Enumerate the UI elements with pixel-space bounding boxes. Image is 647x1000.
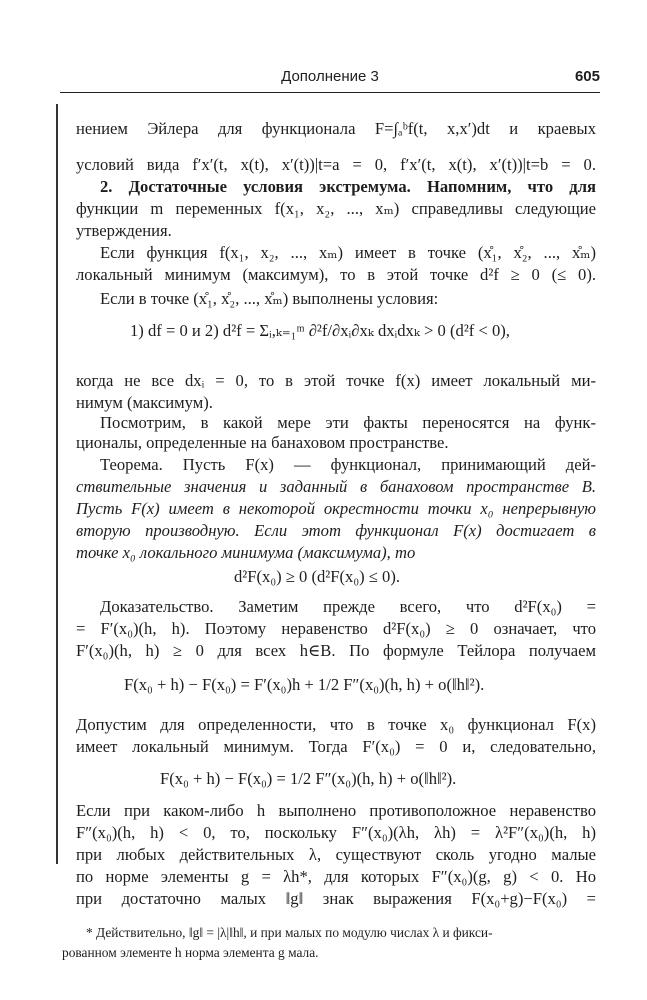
text-line-1: нением Эйлера для функционала F=∫ₐᵇf(t, x,x′)dt и краевых <box>76 119 596 138</box>
header-title: Дополнение 3 <box>281 68 379 85</box>
page-number: 605 <box>574 68 600 85</box>
header-rule <box>60 92 600 93</box>
proof-line-8: при любых действительных λ, существуют сколь угодно малые <box>76 845 596 864</box>
text-line-12: ционалы, определенные на банаховом пространстве. <box>76 433 449 452</box>
text-line-8: Если в точке (x̊₁, x̊₂, ..., x̊ₘ) выполнены условия: <box>100 289 439 308</box>
text-line-4: функции m переменных f(x₁, x₂, ..., xₘ) справедливы следующие <box>76 199 596 218</box>
margin-line <box>56 104 58 864</box>
text-line-7: локальный минимум (максимум), то в этой точке d²f ≥ 0 (≤ 0). <box>76 265 596 284</box>
text-line-2: условий вида f′x′(t, x(t), x′(t))|t=a = 0, f′x′(t, x(t), x′(t))|t=b = 0. <box>76 155 596 174</box>
running-header <box>60 66 600 90</box>
text-line-9: когда не все dxᵢ = 0, то в этой точке f(x) имеет локальный ми- <box>76 371 596 390</box>
proof-line-1: Доказательство. Заметим прежде всего, что d²F(x₀) = <box>100 597 596 616</box>
text-line-5: утверждения. <box>76 221 172 240</box>
proof-line-10: при достаточно малых ‖g‖ знак выражения F(x₀+g)−F(x₀) = <box>76 889 596 908</box>
text-line-11: Посмотрим, в какой мере эти факты переносятся на функ- <box>100 413 596 432</box>
proof-line-3: F′(x₀)(h, h) ≥ 0 для всех h∈B. По формуле Тейлора получаем <box>76 641 596 660</box>
footnote-line-1: * Действительно, ‖g‖ = |λ|‖h‖, и при малых по модулю числах λ и фикси- <box>86 925 493 940</box>
text-line-10: нимум (максимум). <box>76 393 213 412</box>
proof-line-4: Допустим для определенности, что в точке x₀ функционал F(x) <box>76 715 596 734</box>
text-line-6: Если функция f(x₁, x₂, ..., xₘ) имеет в точке (x̊₁, x̊₂, ..., x̊ₘ) <box>100 243 596 262</box>
proof-line-5: имеет локальный минимум. Тогда F′(x₀) = 0 и, следовательно, <box>76 737 596 756</box>
equation-minimum: F(x₀ + h) − F(x₀) = 1/2 F″(x₀)(h, h) + o(‖h‖²). <box>160 769 457 788</box>
proof-line-2: = F′(x₀)(h, h). Поэтому неравенство d²F(x₀) ≥ 0 означает, что <box>76 619 596 638</box>
equation-taylor: F(x₀ + h) − F(x₀) = F′(x₀)h + 1/2 F″(x₀)(h, h) + o(‖h‖²). <box>124 675 485 694</box>
theorem-line-4: вторую производную. Если этот функционал F(x) достигает в <box>76 521 596 540</box>
proof-line-6: Если при каком-либо h выполнено противоположное неравенство <box>76 801 596 820</box>
proof-line-7: F″(x₀)(h, h) < 0, то, поскольку F″(x₀)(λh, λh) = λ²F″(x₀)(h, h) <box>76 823 596 842</box>
equation-theorem: d²F(x₀) ≥ 0 (d²F(x₀) ≤ 0). <box>234 567 401 586</box>
section-heading: 2. Достаточные условия экстремума. Напомним, что для <box>100 177 596 196</box>
theorem-line-1: Теорема. Пусть F(x) — функционал, принимающий дей- <box>100 455 596 474</box>
theorem-line-2: ствительные значения и заданный в банаховом пространстве B. <box>76 477 596 496</box>
theorem-line-3: Пусть F(x) имеет в некоторой окрестности точки x₀ непрерывную <box>76 499 596 518</box>
proof-line-9: по норме элементы g = λh*, для которых F″(x₀)(g, g) < 0. Но <box>76 867 596 886</box>
theorem-line-5: точке x₀ локального минимума (максимума), то <box>76 543 416 562</box>
footnote-line-2: рованном элементе h норма элемента g мала. <box>62 945 319 960</box>
equation-conditions: 1) df = 0 и 2) d²f = Σᵢ,ₖ₌₁ᵐ ∂²f/∂xᵢ∂xₖ dxᵢdxₖ > 0 (d²f < 0), <box>130 321 510 340</box>
